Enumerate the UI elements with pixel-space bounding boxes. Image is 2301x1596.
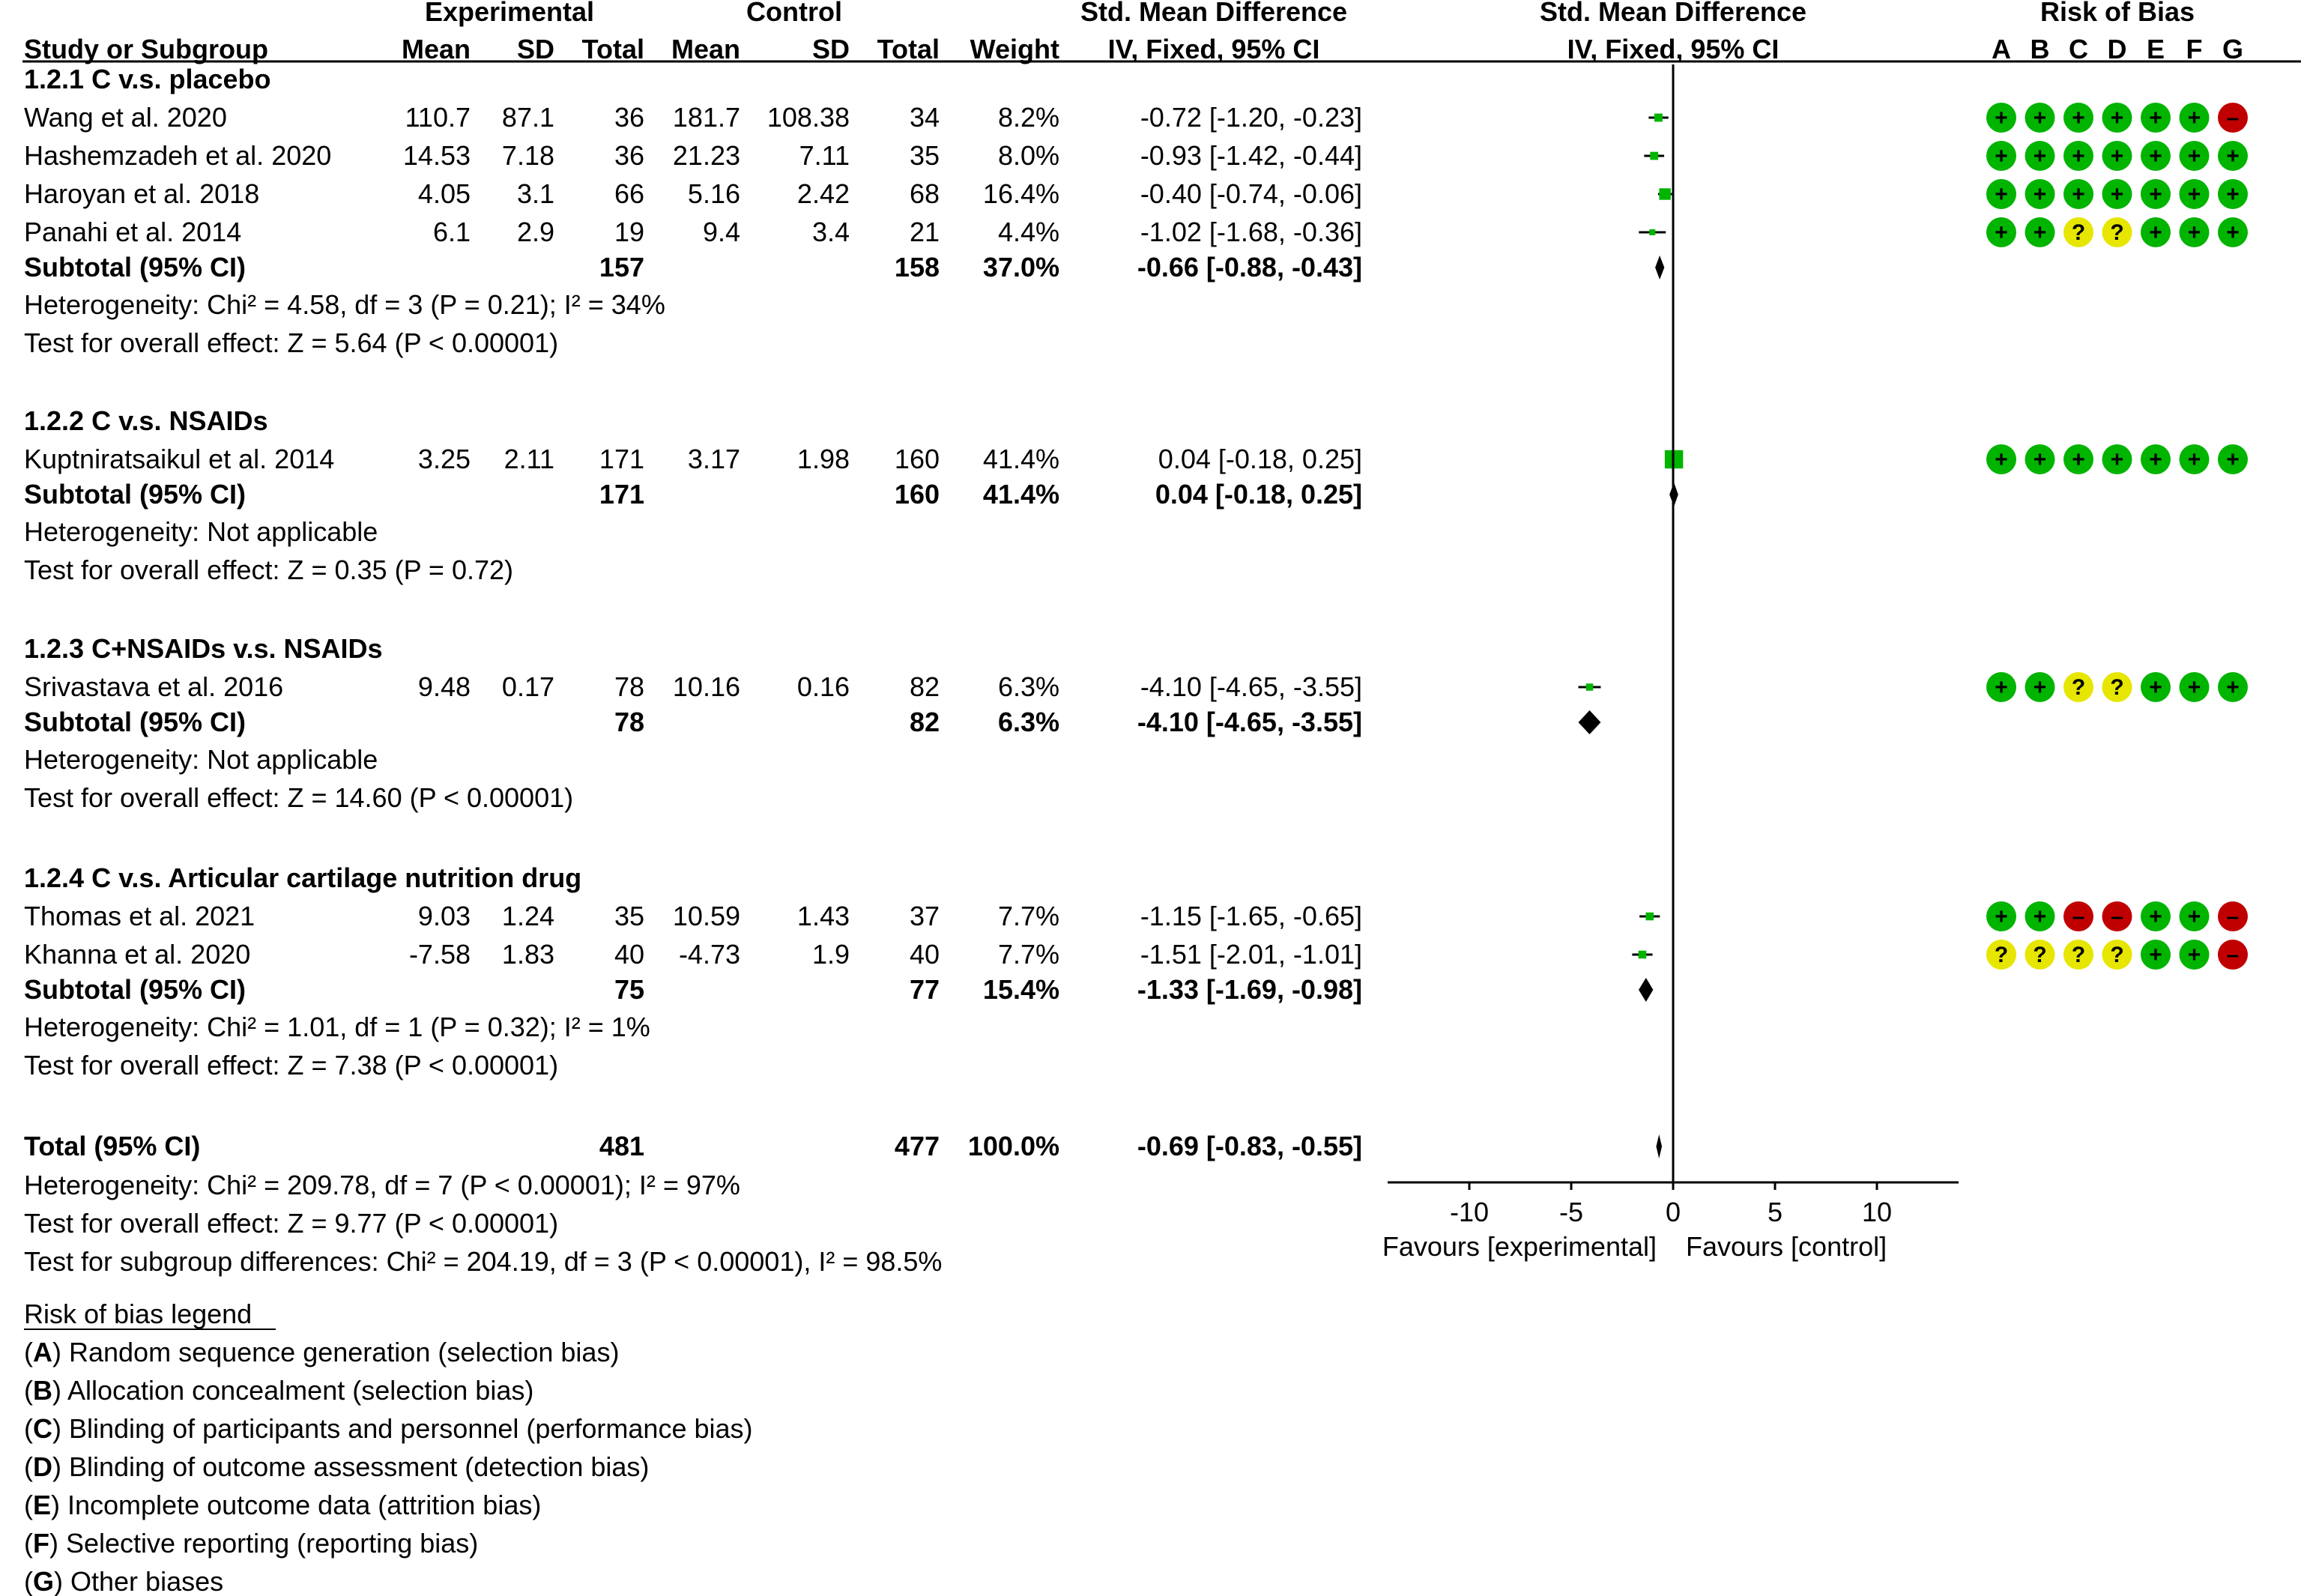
- total-label: Total (95% CI): [24, 1131, 201, 1161]
- g1-s1-sd-experimental: 87.1: [501, 102, 554, 133]
- g4-s1-rob-a-symbol: +: [1995, 904, 2008, 929]
- g3-s1-mean-control: 10.16: [672, 671, 740, 702]
- g4-subtotal-total-experimental: 75: [614, 974, 644, 1005]
- g1-s2-rob-f-symbol: +: [2187, 144, 2201, 169]
- g3-s1-rob-d-symbol: ?: [2110, 675, 2124, 700]
- g1-s2-mean-experimental: 14.53: [402, 140, 471, 171]
- header-study: Study or Subgroup: [24, 34, 268, 64]
- g2-s1-total-experimental: 171: [599, 444, 644, 474]
- g1-s1-total-control: 34: [909, 102, 940, 133]
- g2-subtotal-label: Subtotal (95% CI): [24, 479, 247, 510]
- g4-subgroup-title: 1.2.4 C v.s. Articular cartilage nutrition drug: [24, 862, 582, 893]
- g1-s1-weight: 8.2%: [997, 102, 1059, 133]
- g1-s3-weight: 16.4%: [982, 178, 1059, 209]
- table-header: [22, 0, 2301, 64]
- g1-s4-rob-d-symbol: ?: [2110, 220, 2124, 245]
- g4-s1-rob-e-symbol: +: [2149, 904, 2162, 929]
- g2-s1-rob-g-symbol: +: [2226, 447, 2240, 472]
- g4-s2-weight: 7.7%: [997, 939, 1059, 970]
- g2-s1-mean-experimental: 3.25: [417, 444, 471, 474]
- legend-letter-e: E: [33, 1490, 52, 1520]
- footer-line-1: Heterogeneity: Chi² = 209.78, df = 7 (P < 0.00001); I² = 97%: [24, 1170, 740, 1200]
- g1-s2-rob-g-symbol: +: [2226, 144, 2240, 169]
- g1-s3-rob-f-symbol: +: [2187, 182, 2201, 207]
- g4-s1-rob-g-symbol: –: [2226, 904, 2240, 929]
- g2-overall-effect: Test for overall effect: Z = 0.35 (P = 0.72): [24, 554, 514, 585]
- header-sd-experimental: SD: [516, 34, 554, 64]
- header-smd-left: Std. Mean Difference: [1080, 0, 1348, 27]
- g2-s1-rob-a-symbol: +: [1995, 447, 2008, 472]
- g1-s1-rob-f-symbol: +: [2187, 106, 2201, 130]
- legend-item-g: [24, 1566, 223, 1596]
- g4-s2-rob-e-symbol: +: [2149, 943, 2162, 967]
- g3-s1-sd-control: 0.16: [796, 671, 850, 702]
- legend-letter-f: F: [33, 1528, 49, 1559]
- favours-experimental-label: Favours [experimental]: [1382, 1231, 1657, 1262]
- g2-heterogeneity: Heterogeneity: Not applicable: [24, 516, 378, 547]
- g1-s2-rob-d-symbol: +: [2110, 144, 2124, 169]
- g1-s2-smd-ci: -0.93 [-1.42, -0.44]: [1140, 140, 1362, 171]
- g2-s1-sd-experimental: 2.11: [504, 444, 554, 474]
- legend-item-e: [24, 1490, 541, 1520]
- favours-control-label: Favours [control]: [1686, 1231, 1887, 1262]
- g1-subtotal-label: Subtotal (95% CI): [24, 252, 247, 282]
- g4-s2-smd-ci: -1.51 [-2.01, -1.01]: [1140, 939, 1362, 970]
- total-control: 477: [894, 1131, 940, 1161]
- g4-s1-sd-experimental: 1.24: [501, 901, 554, 931]
- g4-s1-rob-c-symbol: –: [2072, 904, 2085, 929]
- legend-text-c: ) Blinding of participants and personnel (performance bias): [52, 1413, 753, 1444]
- g4-s2-rob-f-symbol: +: [2187, 943, 2201, 967]
- g1-subtotal-total-experimental: 157: [599, 252, 644, 282]
- g1-s4-rob-a-symbol: +: [1995, 220, 2008, 245]
- g3-s1-mean-experimental: 9.48: [417, 671, 471, 702]
- g1-s3-rob-d-symbol: +: [2110, 182, 2124, 207]
- g4-s1-rob-b-symbol: +: [2033, 904, 2047, 929]
- legend-paren: (: [24, 1375, 33, 1406]
- legend-item-a: [24, 1337, 619, 1367]
- x-tick-label-2: 0: [1665, 1197, 1681, 1227]
- g2-s1-rob-d-symbol: +: [2110, 447, 2124, 472]
- g1-s4-smd-ci: -1.02 [-1.68, -0.36]: [1140, 217, 1362, 247]
- g1-s2-sd-experimental: 7.18: [501, 140, 554, 171]
- g3-subgroup-title: 1.2.3 C+NSAIDs v.s. NSAIDs: [24, 633, 383, 664]
- header-sd-control: SD: [811, 34, 850, 64]
- g4-overall-effect: Test for overall effect: Z = 7.38 (P < 0.00001): [24, 1050, 559, 1080]
- g2-s1-smd-ci: 0.04 [-0.18, 0.25]: [1158, 444, 1362, 474]
- g3-s1-rob-g-symbol: +: [2226, 675, 2240, 700]
- g1-heterogeneity: Heterogeneity: Chi² = 4.58, df = 3 (P = 0.21); I² = 34%: [24, 289, 665, 320]
- g2-s1-rob-c-symbol: +: [2072, 447, 2085, 472]
- g4-s1-smd-ci: -1.15 [-1.65, -0.65]: [1140, 901, 1362, 931]
- g2-subtotal-weight: 41.4%: [982, 479, 1059, 510]
- g1-s3-rob-b-symbol: +: [2033, 182, 2047, 207]
- header-mean-control: Mean: [671, 34, 740, 64]
- header-experimental: Experimental: [424, 0, 595, 27]
- g1-subtotal-diamond: [1655, 256, 1664, 279]
- header-total-experimental: Total: [581, 34, 644, 64]
- g3-s1-sd-experimental: 0.17: [501, 671, 554, 702]
- legend-letter-g: G: [33, 1566, 55, 1596]
- g3-s1-total-control: 82: [909, 671, 940, 702]
- g3-heterogeneity: Heterogeneity: Not applicable: [24, 744, 378, 775]
- g1-s4-rob-g-symbol: +: [2226, 220, 2240, 245]
- g1-s3-total-control: 68: [909, 178, 940, 209]
- g4-s2-rob-d-symbol: ?: [2110, 943, 2124, 967]
- header-total-control: Total: [877, 34, 940, 64]
- g3-s1-total-experimental: 78: [614, 671, 644, 702]
- g1-s2-sd-control: 7.11: [799, 140, 850, 171]
- rob-column-letter-a: A: [1992, 34, 2011, 64]
- g1-s3-sd-control: 2.42: [796, 178, 850, 209]
- legend-title: Risk of bias legend: [24, 1299, 253, 1329]
- g1-s1-mean-control: 181.7: [672, 102, 740, 133]
- g1-s4-total-control: 21: [909, 217, 940, 247]
- g1-subtotal-total-control: 158: [894, 252, 940, 282]
- g4-s2-rob-b-symbol: ?: [2033, 943, 2047, 967]
- g3-subtotal-total-control: 82: [909, 707, 940, 737]
- rob-column-letter-d: D: [2107, 34, 2127, 64]
- x-tick-label-3: 5: [1767, 1197, 1783, 1227]
- g1-s3-rob-g-symbol: +: [2226, 182, 2240, 207]
- g1-s4-sd-experimental: 2.9: [516, 217, 554, 247]
- g4-s1-total-experimental: 35: [614, 901, 644, 931]
- g1-s4-point-marker: [1649, 229, 1655, 235]
- g3-subtotal-weight: 6.3%: [997, 707, 1059, 737]
- header-control: Control: [746, 0, 842, 27]
- legend-text-d: ) Blinding of outcome assessment (detection bias): [52, 1451, 650, 1482]
- x-tick-label-4: 10: [1861, 1197, 1893, 1227]
- legend-paren: (: [24, 1566, 33, 1596]
- g1-s2-rob-a-symbol: +: [1995, 144, 2008, 169]
- g1-s1-smd-ci: -0.72 [-1.20, -0.23]: [1140, 102, 1362, 133]
- g1-s1-mean-experimental: 110.7: [405, 102, 471, 133]
- g2-s1-rob-b-symbol: +: [2033, 447, 2047, 472]
- g1-s4-weight: 4.4%: [997, 217, 1059, 247]
- g1-s3-study-name: Haroyan et al. 2018: [24, 178, 260, 209]
- g1-s3-rob-a-symbol: +: [1995, 182, 2008, 207]
- g4-s1-total-control: 37: [909, 901, 940, 931]
- g1-s4-study-name: Panahi et al. 2014: [24, 217, 242, 247]
- g4-subtotal-total-control: 77: [909, 974, 940, 1005]
- g1-s4-rob-f-symbol: +: [2187, 220, 2201, 245]
- legend-paren: (: [24, 1413, 33, 1444]
- g4-s2-study-name: Khanna et al. 2020: [24, 939, 251, 970]
- header-mean-experimental: Mean: [401, 34, 471, 64]
- g3-subtotal-smd-ci: -4.10 [-4.65, -3.55]: [1137, 707, 1362, 737]
- g4-s2-rob-a-symbol: ?: [1994, 943, 2009, 967]
- g4-s1-rob-d-symbol: –: [2111, 904, 2123, 929]
- g4-s1-mean-experimental: 9.03: [417, 901, 471, 931]
- legend-paren: (: [24, 1528, 33, 1559]
- legend-letter-a: A: [33, 1337, 52, 1367]
- g1-s3-rob-e-symbol: +: [2149, 182, 2162, 207]
- g3-s1-smd-ci: -4.10 [-4.65, -3.55]: [1140, 671, 1362, 702]
- legend-paren: (: [24, 1451, 33, 1482]
- legend-item-f: [24, 1528, 478, 1559]
- rob-column-letter-e: E: [2146, 34, 2165, 64]
- legend-paren: (: [24, 1337, 33, 1367]
- g4-s2-mean-experimental: -7.58: [408, 939, 471, 970]
- g4-s1-rob-f-symbol: +: [2187, 904, 2201, 929]
- g4-s2-total-control: 40: [909, 939, 940, 970]
- g1-s1-point-marker: [1654, 114, 1663, 122]
- g1-s2-weight: 8.0%: [997, 140, 1059, 171]
- g1-overall-effect: Test for overall effect: Z = 5.64 (P < 0.00001): [24, 327, 559, 358]
- rob-column-letter-g: G: [2222, 34, 2244, 64]
- g4-subtotal-label: Subtotal (95% CI): [24, 974, 247, 1005]
- rob-column-letter-b: B: [2030, 34, 2050, 64]
- g4-s2-sd-control: 1.9: [811, 939, 850, 970]
- legend-text-f: ) Selective reporting (reporting bias): [49, 1528, 479, 1559]
- legend-item-c: [24, 1413, 753, 1444]
- legend-item-b: [24, 1375, 533, 1406]
- g4-s2-rob-c-symbol: ?: [2071, 943, 2086, 967]
- risk-of-bias-legend: [24, 1299, 753, 1596]
- g4-s1-mean-control: 10.59: [672, 901, 740, 931]
- x-tick-label-1: -5: [1558, 1197, 1584, 1227]
- g1-s2-total-control: 35: [909, 140, 940, 171]
- g3-s1-rob-c-symbol: ?: [2071, 675, 2086, 700]
- g3-s1-study-name: Srivastava et al. 2016: [24, 671, 284, 702]
- g4-s2-mean-control: -4.73: [678, 939, 740, 970]
- g3-s1-rob-e-symbol: +: [2149, 675, 2162, 700]
- g2-s1-sd-control: 1.98: [796, 444, 850, 474]
- g1-s1-rob-c-symbol: +: [2072, 106, 2085, 130]
- g4-subtotal-weight: 15.4%: [982, 974, 1059, 1005]
- g1-s1-rob-d-symbol: +: [2110, 106, 2124, 130]
- g1-subtotal-smd-ci: -0.66 [-0.88, -0.43]: [1137, 252, 1362, 282]
- g1-subtotal-weight: 37.0%: [982, 252, 1059, 282]
- legend-text-e: ) Incomplete outcome data (attrition bias): [51, 1490, 542, 1520]
- g1-s4-sd-control: 3.4: [811, 217, 850, 247]
- g3-subtotal-total-experimental: 78: [614, 707, 644, 737]
- g1-s1-rob-b-symbol: +: [2033, 106, 2047, 130]
- g1-s3-mean-experimental: 4.05: [417, 178, 471, 209]
- g1-s1-study-name: Wang et al. 2020: [24, 102, 227, 133]
- header-smd-right-sub: IV, Fixed, 95% CI: [1567, 34, 1780, 64]
- g1-s1-rob-e-symbol: +: [2149, 106, 2162, 130]
- g1-s2-total-experimental: 36: [614, 140, 644, 171]
- footer-line-3: Test for subgroup differences: Chi² = 204.19, df = 3 (P < 0.00001), I² = 98.5%: [24, 1246, 943, 1277]
- g1-s3-smd-ci: -0.40 [-0.74, -0.06]: [1140, 178, 1362, 209]
- risk-of-bias-grid: [1986, 103, 2248, 970]
- legend-text-g: ) Other biases: [54, 1566, 224, 1596]
- x-tick-label-0: -10: [1449, 1197, 1490, 1227]
- g2-subtotal-smd-ci: 0.04 [-0.18, 0.25]: [1155, 479, 1362, 510]
- legend-letter-d: D: [33, 1451, 52, 1482]
- legend-text-b: ) Allocation concealment (selection bias): [52, 1375, 534, 1406]
- footer-statistics: [24, 1170, 942, 1277]
- g1-s3-sd-experimental: 3.1: [516, 178, 554, 209]
- g1-s1-rob-g-symbol: –: [2226, 106, 2240, 130]
- g4-s2-point-marker: [1639, 951, 1647, 959]
- g2-subgroup-title: 1.2.2 C v.s. NSAIDs: [24, 405, 268, 436]
- g1-subgroup-title: 1.2.1 C v.s. placebo: [24, 64, 271, 94]
- g4-subtotal-smd-ci: -1.33 [-1.69, -0.98]: [1137, 974, 1362, 1005]
- g1-s3-point-marker: [1659, 188, 1670, 199]
- g2-s1-rob-e-symbol: +: [2149, 447, 2162, 472]
- g1-s2-study-name: Hashemzadeh et al. 2020: [24, 140, 332, 171]
- g4-s1-point-marker: [1645, 913, 1654, 921]
- legend-letter-b: B: [33, 1375, 52, 1406]
- g1-s2-point-marker: [1650, 152, 1658, 160]
- g1-s4-mean-experimental: 6.1: [432, 217, 471, 247]
- total-weight: 100.0%: [967, 1131, 1059, 1161]
- legend-letter-c: C: [33, 1413, 52, 1444]
- g4-s1-sd-control: 1.43: [796, 901, 850, 931]
- legend-item-d: [24, 1451, 649, 1482]
- g2-s1-study-name: Kuptniratsaikul et al. 2014: [24, 444, 335, 474]
- g1-s3-mean-control: 5.16: [687, 178, 740, 209]
- g4-s1-study-name: Thomas et al. 2021: [24, 901, 256, 931]
- g1-s4-total-experimental: 19: [614, 217, 644, 247]
- rob-column-letter-f: F: [2186, 34, 2203, 64]
- g3-subtotal-diamond: [1579, 710, 1601, 734]
- g1-s4-rob-e-symbol: +: [2149, 220, 2162, 245]
- g2-s1-weight: 41.4%: [982, 444, 1059, 474]
- header-smd-left-sub: IV, Fixed, 95% CI: [1107, 34, 1320, 64]
- header-risk-of-bias: Risk of Bias: [2040, 0, 2195, 27]
- g3-s1-weight: 6.3%: [997, 671, 1059, 702]
- g1-s2-mean-control: 21.23: [672, 140, 740, 171]
- legend-text-a: ) Random sequence generation (selection bias): [52, 1337, 620, 1367]
- g4-heterogeneity: Heterogeneity: Chi² = 1.01, df = 1 (P = 0.32); I² = 1%: [24, 1012, 650, 1042]
- g1-s2-rob-b-symbol: +: [2033, 144, 2047, 169]
- g1-s4-rob-c-symbol: ?: [2071, 220, 2086, 245]
- total-smd-ci: -0.69 [-0.83, -0.55]: [1137, 1131, 1362, 1161]
- g4-s2-total-experimental: 40: [614, 939, 644, 970]
- study-table: [24, 64, 1362, 1161]
- g2-s1-total-control: 160: [894, 444, 940, 474]
- header-smd-right: Std. Mean Difference: [1539, 0, 1807, 27]
- legend-paren: (: [24, 1490, 33, 1520]
- g1-s1-sd-control: 108.38: [767, 102, 850, 133]
- total-diamond: [1656, 1134, 1662, 1158]
- total-experimental: 481: [599, 1131, 644, 1161]
- g2-subtotal-total-experimental: 171: [599, 479, 644, 510]
- g2-subtotal-total-control: 160: [894, 479, 940, 510]
- g1-s2-rob-e-symbol: +: [2149, 144, 2162, 169]
- g4-s2-rob-g-symbol: –: [2226, 943, 2240, 967]
- g1-s4-mean-control: 9.4: [702, 217, 740, 247]
- header-weight: Weight: [970, 34, 1059, 64]
- g1-s1-total-experimental: 36: [614, 102, 644, 133]
- forest-chart: [1382, 64, 1959, 1262]
- g3-s1-rob-b-symbol: +: [2033, 675, 2047, 700]
- g4-subtotal-diamond: [1639, 978, 1653, 1002]
- g2-s1-rob-f-symbol: +: [2187, 447, 2201, 472]
- g1-s2-rob-c-symbol: +: [2072, 144, 2085, 169]
- g2-s1-mean-control: 3.17: [687, 444, 740, 474]
- footer-line-2: Test for overall effect: Z = 9.77 (P < 0.00001): [24, 1208, 559, 1239]
- g4-s2-sd-experimental: 1.83: [501, 939, 554, 970]
- g4-s1-weight: 7.7%: [997, 901, 1059, 931]
- g3-overall-effect: Test for overall effect: Z = 14.60 (P < 0.00001): [24, 782, 574, 813]
- g3-s1-rob-f-symbol: +: [2187, 675, 2201, 700]
- rob-column-letter-c: C: [2069, 34, 2088, 64]
- g1-s1-rob-a-symbol: +: [1995, 106, 2008, 130]
- g1-s4-rob-b-symbol: +: [2033, 220, 2047, 245]
- g3-s1-rob-a-symbol: +: [1995, 675, 2008, 700]
- g1-s3-total-experimental: 66: [614, 178, 644, 209]
- g1-s3-rob-c-symbol: +: [2072, 182, 2085, 207]
- g3-s1-point-marker: [1586, 683, 1594, 691]
- g3-subtotal-label: Subtotal (95% CI): [24, 707, 247, 737]
